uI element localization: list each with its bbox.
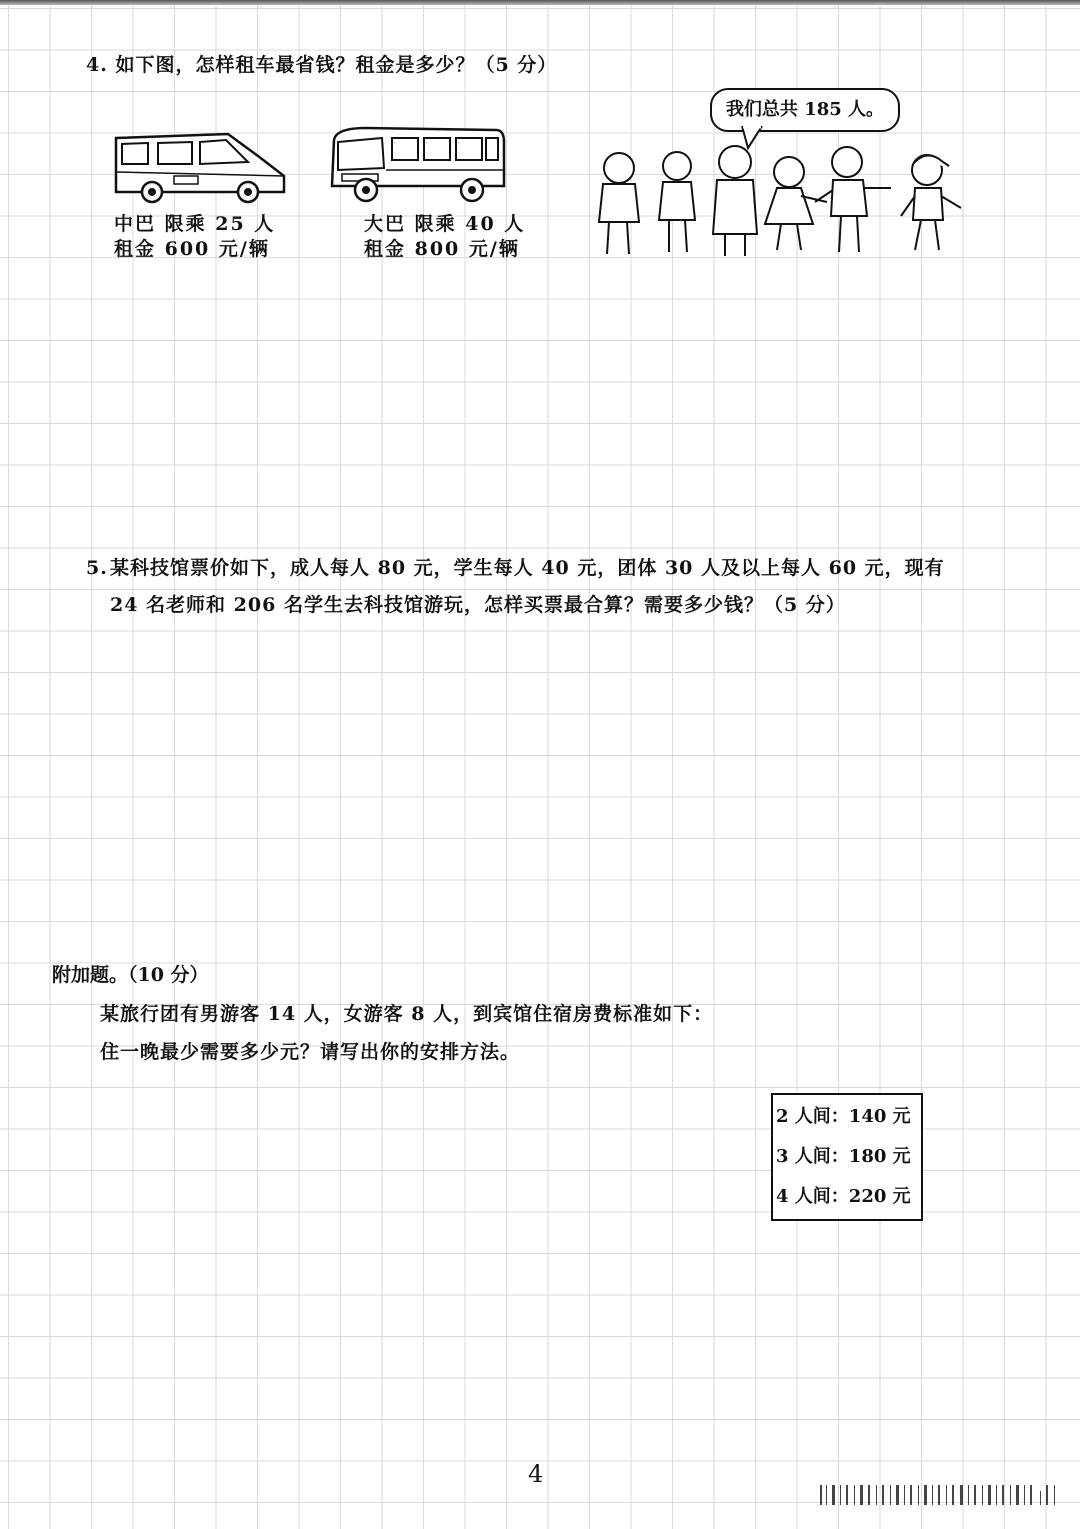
page-number: 4 [528, 1460, 544, 1488]
top-edge-shadow [0, 0, 1080, 5]
children-group-icon [585, 140, 975, 262]
question-5-number: 5. [86, 557, 108, 579]
question-5 [86, 550, 1016, 624]
van-icon [108, 128, 290, 206]
price-row-3-person: 3 人间：180 元 [776, 1146, 911, 1167]
bus-capacity: 大巴 限乘 40 人 [364, 213, 526, 235]
price-row-2-person: 2 人间：140 元 [776, 1106, 911, 1127]
bonus-question-text [100, 995, 713, 1071]
bonus-question-title: 附加题。（10 分） [52, 964, 209, 986]
bus-icon [326, 124, 508, 208]
room-price-table [771, 1093, 923, 1221]
question-4-title: 4. 如下图，怎样租车最省钱？租金是多少？（5 分） [86, 54, 558, 76]
question-5-line-1: 某科技馆票价如下，成人每人 80 元，学生每人 40 元，团体 30 人及以上每人 60 元，现有 [110, 557, 945, 579]
van-capacity: 中巴 限乘 25 人 [114, 213, 276, 235]
bonus-line-2: 住一晚最少需要多少元？请写出你的安排方法。 [100, 1041, 521, 1063]
barcode-icon [820, 1483, 1060, 1509]
bus-rent: 租金 800 元/辆 [364, 238, 520, 260]
bus-info [364, 212, 525, 262]
van-info [114, 212, 275, 262]
bonus-line-1: 某旅行团有男游客 14 人，女游客 8 人，到宾馆住宿房费标准如下： [100, 1003, 714, 1025]
speech-bubble: 我们总共 185 人。 [710, 88, 900, 132]
question-5-line-2: 24 名老师和 206 名学生去科技馆游玩，怎样买票最合算？需要多少钱？（5 分） [110, 594, 846, 616]
van-rent: 租金 600 元/辆 [114, 238, 270, 260]
price-row-4-person: 4 人间：220 元 [776, 1186, 911, 1207]
